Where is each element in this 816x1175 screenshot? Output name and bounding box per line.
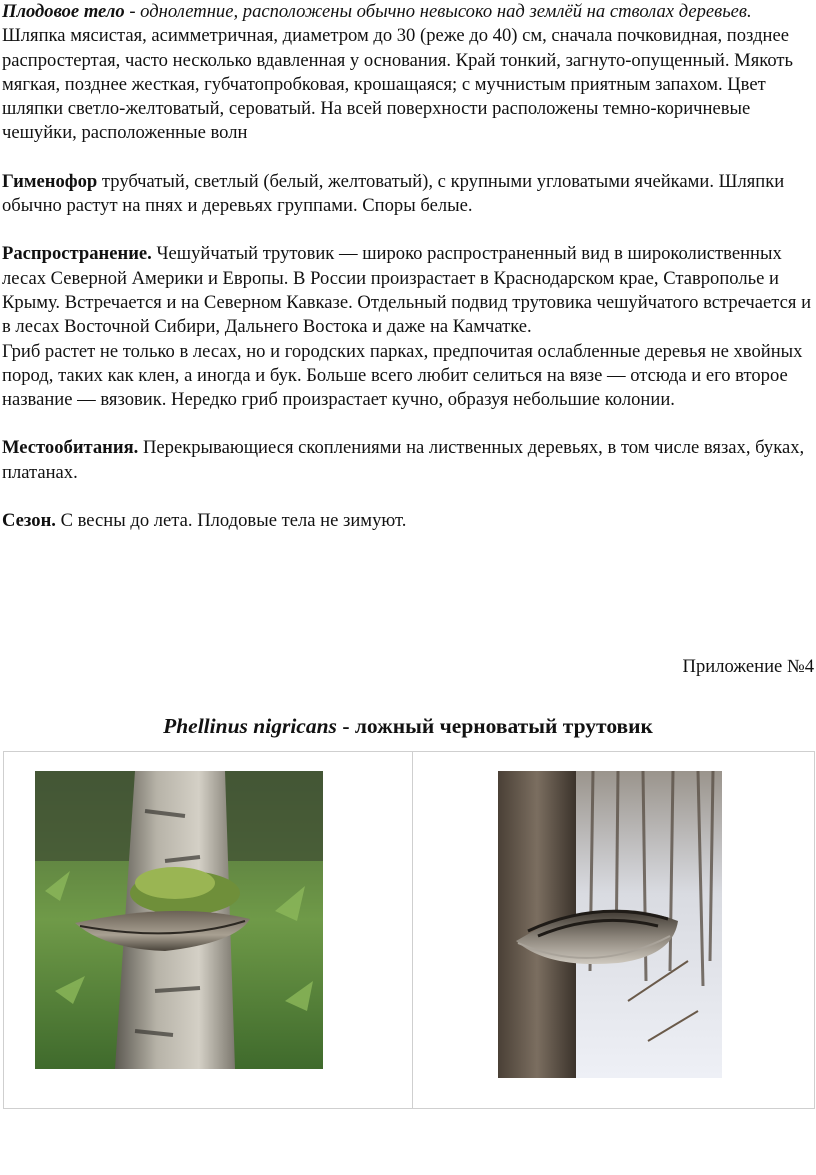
hymenophore-paragraph [2, 170, 814, 219]
photo-winter-image [498, 771, 722, 1078]
cap-description: Шляпка мясистая, асимметричная, диаметром до 30 (реже до 40) см, сначала почковидная, позднее распростертая, часто несколько вдавленная у основания. Край тонкий, загнуто-опущенный. Мякоть мягкая, позднее жесткая, губчатопробковая, крошащаяся; с мучнистым приятным запахом. Цвет шляпки светло-желтоватый, сероватый. На всей поверхности расположены темно-коричневые чешуйки, расположенные волн [2, 25, 794, 144]
fruit-body-label: Плодовое тело [2, 1, 125, 22]
fruit-body-intro: - однолетние, расположены обычно невысоко над землёй на стволах деревьев. [124, 1, 752, 22]
fruit-body-paragraph [2, 0, 814, 24]
season-paragraph [2, 509, 814, 533]
hymenophore-label: Гименофор [2, 170, 98, 192]
document-body [2, 0, 814, 533]
appendix-label: Приложение №4 [682, 656, 814, 677]
distribution-text: Чешуйчатый трутовик — широко распространенный вид в широколиственных лесах Северной Америки и Европы. В России произрастает в Краснодарском крае, Ставрополье и Крыму. Встречается и на Северном Кавказе. Отдельный подвид трутовика чешуйчатого встречается и в лесах Восточной Сибири, Дальнего Востока и даже на Камчатке. [2, 243, 812, 338]
distribution-label: Распространение. [2, 243, 152, 265]
photo-summer-image [35, 771, 323, 1069]
figure-latin-name: Phellinus nigricans [163, 714, 337, 738]
photo-winter-bracket [498, 771, 722, 1078]
season-text: С весны до лета. Плодовые тела не зимуют. [55, 510, 407, 532]
hymenophore-text: трубчатый, светлый (белый, желтоватый), с крупными угловатыми ячейками. Шляпки обычно растут на пнях и деревьях группами. Споры белые. [2, 170, 785, 217]
figure-common-name: - ложный черноватый трутовик [336, 714, 653, 738]
distribution-paragraph [2, 242, 814, 339]
season-label: Сезон. [2, 510, 56, 532]
habitat-paragraph [2, 436, 814, 485]
distribution-paragraph-2: Гриб растет не только в лесах, но и городских парках, предпочитая ослабленные деревья не хвойных пород, таких как клен, а иногда и бук. Больше всего любит селиться на вязе — отсюда и его второе название — вязовик. Нередко гриб произрастает кучно, образуя небольшие колонии. [2, 340, 803, 411]
habitat-label: Местообитания. [2, 437, 139, 459]
photo-table [3, 751, 815, 1109]
photo-summer-bracket [35, 771, 323, 1069]
habitat-text: Перекрывающиеся скоплениями на лиственных деревьях, в том числе вязах, буках, платанах. [2, 437, 805, 483]
figure-title [0, 714, 816, 738]
table-divider [412, 752, 413, 1108]
